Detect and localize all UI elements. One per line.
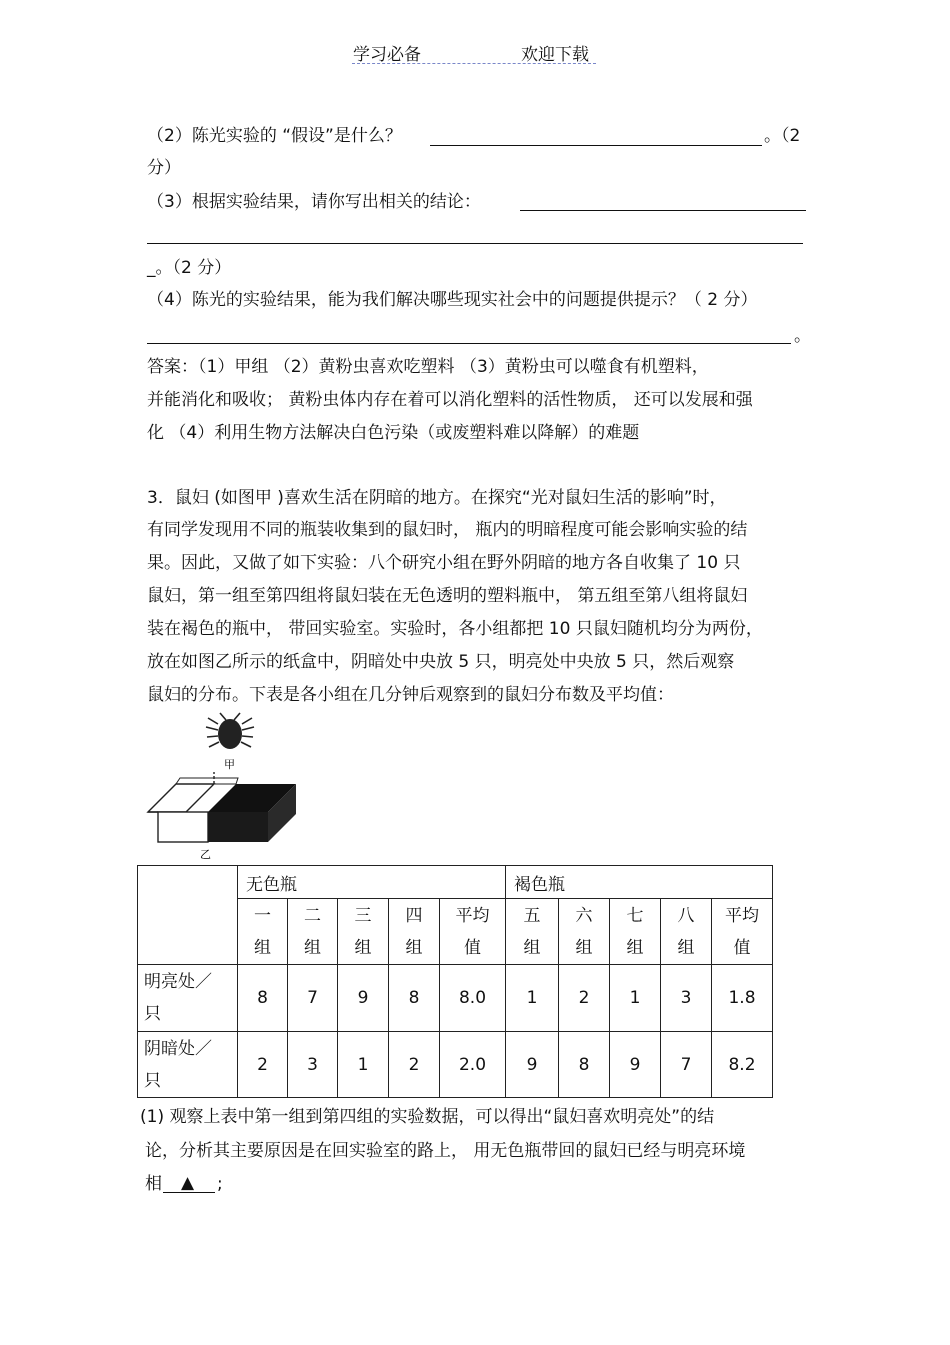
q2-blank[interactable] xyxy=(430,145,762,146)
q3main-line-6: 放在如图乙所示的纸盒中，阴暗处中央放 5 只，明亮处中央放 5 只，然后观察 xyxy=(147,652,735,672)
table-cell: 8.2 xyxy=(712,1032,773,1098)
q3main-line-2: 有同学发现用不同的瓶装收集到的鼠妇时， 瓶内的明暗程度可能会影响实验的结 xyxy=(147,520,748,540)
q4-blank[interactable] xyxy=(147,343,791,344)
woodlouse-distribution-table xyxy=(137,865,773,1098)
col-header: 平均 值 xyxy=(440,899,506,965)
q2-tail: 。（2 xyxy=(764,126,801,146)
q3-tail: _。（2 分） xyxy=(147,258,232,278)
table-cell: 1 xyxy=(506,965,559,1032)
col-header: 八 组 xyxy=(661,899,712,965)
table-cell: 8 xyxy=(238,965,288,1032)
q4-text: （4）陈光的实验结果，能为我们解决哪些现实社会中的问题提供提示？（ 2 分） xyxy=(147,290,758,310)
q3-blank-1[interactable] xyxy=(520,210,806,211)
col-header: 平均 值 xyxy=(712,899,773,965)
paper-box-icon xyxy=(148,772,214,842)
table-cell: 3 xyxy=(661,965,712,1032)
table-group-brown: 褐色瓶 xyxy=(506,866,773,899)
table-cell: 8.0 xyxy=(440,965,506,1032)
q2-score: 分） xyxy=(147,158,181,178)
figure-label-top: 甲 xyxy=(224,758,235,771)
answer-line-2: 并能消化和吸收； 黄粉虫体内存在着可以消化塑料的活性物质， 还可以发展和强 xyxy=(147,390,753,410)
table-group-clear: 无色瓶 xyxy=(238,866,506,899)
table-cell: 9 xyxy=(506,1032,559,1098)
q3main-line-5: 装在褐色的瓶中， 带回实验室。实验时，各小组都把 10 只鼠妇随机均分为两份， xyxy=(147,619,763,639)
table-cell: 2 xyxy=(559,965,610,1032)
answer-line-3: 化 （4）利用生物方法解决白色污染（或废塑料难以降解）的难题 xyxy=(147,423,640,443)
col-header: 四 组 xyxy=(389,899,440,965)
woodlouse-icon xyxy=(206,713,254,749)
table-cell: 7 xyxy=(288,965,338,1032)
q3main-line-1: 3．鼠妇 (如图甲 )喜欢生活在阴暗的地方。在探究“光对鼠妇生活的影响”时， xyxy=(147,488,727,508)
q2-text: （2）陈光实验的 “假设”是什么？ xyxy=(147,126,402,146)
col-header: 二 组 xyxy=(288,899,338,965)
col-header: 五 组 xyxy=(506,899,559,965)
table-cell: 8 xyxy=(389,965,440,1032)
header-divider xyxy=(352,63,596,64)
header-left: 学习必备 xyxy=(353,45,421,65)
col-header: 一 组 xyxy=(238,899,288,965)
col-header: 六 组 xyxy=(559,899,610,965)
col-header: 三 组 xyxy=(338,899,389,965)
row-label: 明亮处／ 只 xyxy=(138,965,238,1032)
q1-line-3-suffix: ; xyxy=(217,1174,223,1194)
q1-line-2: 论，分析其主要原因是在回实验室的路上， 用无色瓶带回的鼠妇已经与明亮环境 xyxy=(145,1141,746,1161)
q1-line-1: (1) 观察上表中第一组到第四组的实验数据，可以得出“鼠妇喜欢明亮处”的结 xyxy=(140,1107,715,1127)
table-corner xyxy=(138,866,238,965)
table-cell: 7 xyxy=(661,1032,712,1098)
q1-line-3-prefix: 相 xyxy=(145,1174,162,1194)
table-row xyxy=(138,1032,773,1098)
q3main-line-3: 果。因此，又做了如下实验：八个研究小组在野外阴暗的地方各自收集了 10 只 xyxy=(147,553,741,573)
table-row xyxy=(138,965,773,1032)
experiment-figure xyxy=(140,712,320,864)
table-cell: 2 xyxy=(238,1032,288,1098)
table-cell: 1 xyxy=(338,1032,389,1098)
row-label: 阴暗处／ 只 xyxy=(138,1032,238,1098)
table-cell: 1.8 xyxy=(712,965,773,1032)
q3-text: （3）根据实验结果，请你写出相关的结论： xyxy=(147,192,481,212)
q1-blank-mark: ▲ xyxy=(181,1173,195,1193)
table-cell: 8 xyxy=(559,1032,610,1098)
table-cell: 9 xyxy=(338,965,389,1032)
table-cell: 9 xyxy=(610,1032,661,1098)
q3-blank-2[interactable] xyxy=(147,243,803,244)
table-cell: 3 xyxy=(288,1032,338,1098)
header-right: 欢迎下载 xyxy=(521,45,589,65)
q4-tail: 。 xyxy=(794,326,811,346)
figure-label-bottom: 乙 xyxy=(200,848,211,861)
q3main-line-4: 鼠妇，第一组至第四组将鼠妇装在无色透明的塑料瓶中， 第五组至第八组将鼠妇 xyxy=(147,586,748,606)
col-header: 七 组 xyxy=(610,899,661,965)
table-cell: 2.0 xyxy=(440,1032,506,1098)
table-cell: 2 xyxy=(389,1032,440,1098)
table-cell: 1 xyxy=(610,965,661,1032)
answer-line-1: 答案：（1）甲组 （2）黄粉虫喜欢吃塑料 （3）黄粉虫可以噬食有机塑料， xyxy=(147,357,709,377)
q3main-line-7: 鼠妇的分布。下表是各小组在几分钟后观察到的鼠妇分布数及平均值： xyxy=(147,685,674,705)
